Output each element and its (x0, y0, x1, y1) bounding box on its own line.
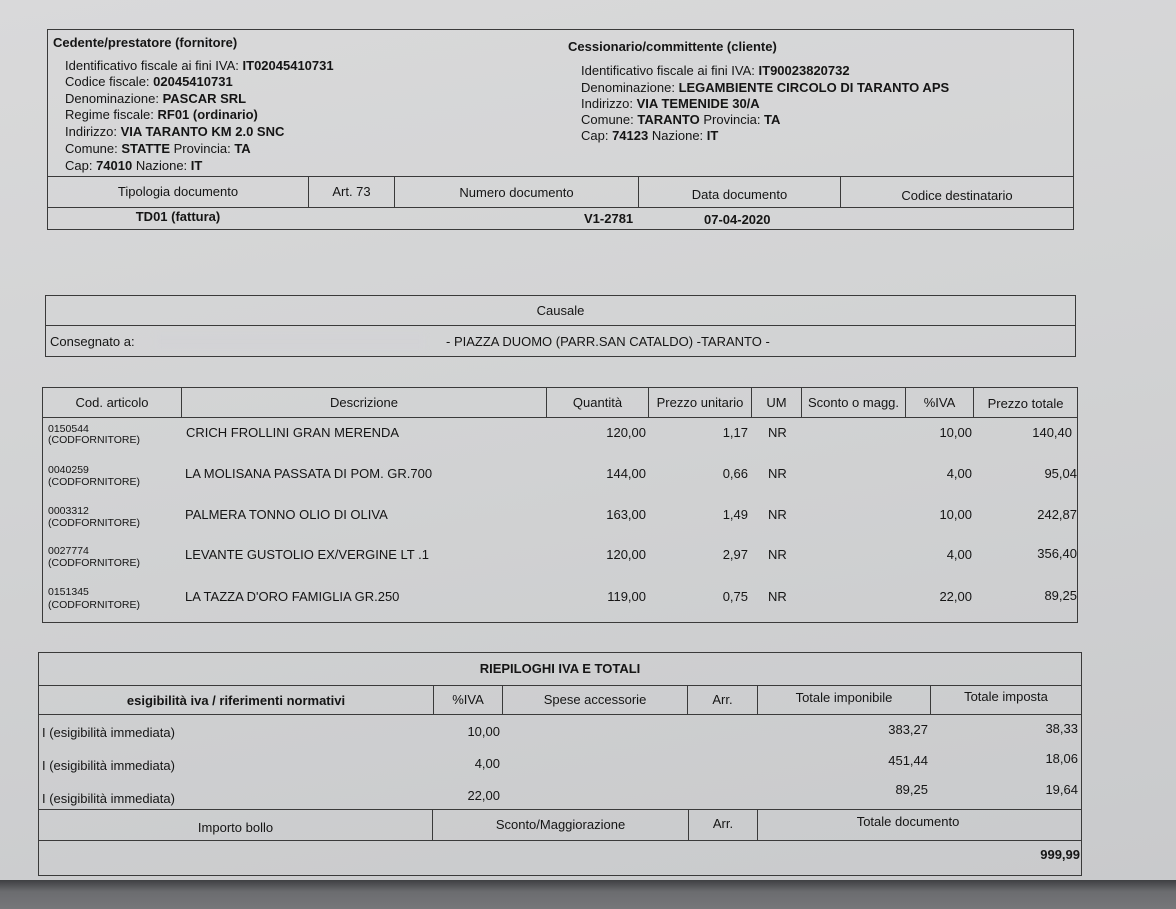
table-row (0, 424, 1176, 464)
causale-text: - PIAZZA DUOMO (PARR.SAN CATALDO) -TARANTO - (446, 334, 770, 349)
cedente-line: Comune: STATTE Provincia: TA (65, 141, 251, 156)
causale-label: Consegnato a: (50, 334, 135, 349)
item-um: NR (768, 589, 787, 604)
cedente-line: Denominazione: PASCAR SRL (65, 91, 247, 106)
item-quantity: 120,00 (606, 425, 646, 440)
riepilogo-imposta: 38,33 (1045, 721, 1078, 736)
item-quantity: 119,00 (607, 589, 646, 604)
item-total: 140,40 (1032, 425, 1072, 440)
riepilogo-row (0, 751, 1176, 776)
riepilogo-esig: I (esigibilità immediata) (42, 758, 175, 773)
item-iva: 4,00 (946, 466, 972, 481)
tipologia-header: Tipologia documento (117, 184, 239, 199)
table-row (0, 465, 1176, 505)
riepilogo-imposta: 18,06 (1045, 751, 1078, 766)
item-um: NR (768, 507, 787, 522)
item-iva: 4,00 (946, 547, 972, 562)
cessionario-line: Comune: TARANTO Provincia: TA (581, 112, 781, 127)
item-code: 0151345 (48, 586, 89, 598)
item-code-sub: (CODFORNITORE) (48, 476, 140, 488)
item-code-sub: (CODFORNITORE) (48, 557, 140, 569)
item-unit-price: 2,97 (722, 547, 748, 562)
totale-documento-label: Totale documento (856, 814, 960, 829)
item-um: NR (768, 466, 787, 481)
riepilogo-imponibile: 451,44 (888, 753, 928, 768)
item-code: 0027774 (48, 545, 89, 557)
sconto-label: Sconto/Maggiorazione (495, 817, 626, 832)
item-quantity: 163,00 (606, 507, 646, 522)
cedente-line: Indirizzo: VIA TARANTO KM 2.0 SNC (65, 124, 285, 139)
item-code: 0150544 (48, 423, 89, 435)
item-code-sub: (CODFORNITORE) (48, 517, 140, 529)
col-iva-header: %IVA (923, 395, 956, 410)
riepilogo-iva: 22,00 (467, 788, 500, 803)
riepilogo-esig-header: esigibilità iva / riferimenti normativi (126, 693, 346, 708)
numero-value: V1-2781 (584, 211, 634, 226)
item-description: PALMERA TONNO OLIO DI OLIVA (185, 507, 388, 522)
cessionario-heading: Cessionario/committente (cliente) (568, 39, 777, 54)
cedente-line: Cap: 74010 Nazione: IT (65, 158, 203, 173)
item-description: CRICH FROLLINI GRAN MERENDA (186, 425, 400, 440)
cessionario-line: Indirizzo: VIA TEMENIDE 30/A (581, 96, 760, 111)
bollo-label: Importo bollo (197, 820, 274, 835)
riepilogo-iva: 4,00 (474, 756, 500, 771)
item-total: 95,04 (1044, 466, 1077, 481)
item-iva: 22,00 (939, 589, 972, 604)
col-um-header: UM (766, 395, 787, 410)
col-price-header: Prezzo unitario (656, 395, 744, 410)
riepilogo-iva-header: %IVA (452, 692, 484, 707)
item-code-sub: (CODFORNITORE) (48, 434, 140, 446)
item-unit-price: 0,75 (722, 589, 748, 604)
col-sconto-header: Sconto o magg. (807, 395, 900, 410)
item-total: 89,25 (1044, 588, 1077, 603)
riepilogo-arr-header: Arr. (712, 692, 733, 707)
riepilogo-esig: I (esigibilità immediata) (42, 791, 175, 806)
col-desc-header: Descrizione (330, 395, 398, 410)
cedente-line: Identificativo fiscale ai fini IVA: IT02045410731 (65, 58, 334, 73)
causale-heading: Causale (536, 303, 585, 318)
table-row (0, 506, 1176, 546)
data-header: Data documento (691, 187, 788, 202)
riepilogo-imponibile-header: Totale imponibile (795, 690, 893, 705)
table-row (0, 587, 1176, 621)
riepilogo-spese-header: Spese accessorie (543, 692, 647, 707)
item-um: NR (768, 547, 787, 562)
tipologia-value: TD01 (fattura) (135, 209, 221, 224)
riepilogo-esig: I (esigibilità immediata) (42, 725, 175, 740)
item-code-sub: (CODFORNITORE) (48, 599, 140, 611)
data-value: 07-04-2020 (704, 212, 771, 227)
riepilogo-imposta-header: Totale imposta (964, 689, 1048, 704)
arr-label: Arr. (712, 816, 734, 831)
table-row (0, 546, 1176, 586)
riepilogo-iva: 10,00 (467, 724, 500, 739)
riepilogo-imposta: 19,64 (1045, 782, 1078, 797)
cedente-line: Regime fiscale: RF01 (ordinario) (65, 107, 258, 122)
item-um: NR (768, 425, 787, 440)
cedente-line: Codice fiscale: 02045410731 (65, 74, 233, 89)
item-iva: 10,00 (939, 507, 972, 522)
item-quantity: 144,00 (606, 466, 646, 481)
item-description: LA MOLISANA PASSATA DI POM. GR.700 (185, 466, 433, 481)
redacted-recipient (155, 333, 425, 350)
numero-header: Numero documento (459, 185, 574, 200)
item-unit-price: 1,49 (722, 507, 748, 522)
codice-header: Codice destinatario (901, 188, 1013, 203)
art-header: Art. 73 (332, 184, 371, 199)
cessionario-line: Identificativo fiscale ai fini IVA: IT90023820732 (581, 63, 850, 78)
riepilogo-row (0, 721, 1176, 744)
item-total: 242,87 (1037, 507, 1077, 522)
riepilogo-row (0, 782, 1176, 808)
riepilogo-imponibile: 89,25 (895, 782, 928, 797)
col-qty-header: Quantità (572, 395, 623, 410)
item-code: 0003312 (48, 505, 89, 517)
item-unit-price: 0,66 (722, 466, 748, 481)
item-total: 356,40 (1037, 546, 1077, 561)
riepilogo-imponibile: 383,27 (888, 722, 928, 737)
item-quantity: 120,00 (606, 547, 646, 562)
cessionario-line: Cap: 74123 Nazione: IT (581, 128, 719, 143)
cedente-heading: Cedente/prestatore (fornitore) (53, 35, 238, 50)
item-unit-price: 1,17 (722, 425, 748, 440)
background-edge (0, 880, 1176, 909)
item-description: LEVANTE GUSTOLIO EX/VERGINE LT .1 (185, 547, 429, 562)
col-total-header: Prezzo totale (987, 396, 1064, 411)
item-code: 0040259 (48, 464, 89, 476)
cessionario-line: Denominazione: LEGAMBIENTE CIRCOLO DI TARANTO APS (581, 80, 950, 95)
item-description: LA TAZZA D'ORO FAMIGLIA GR.250 (185, 589, 400, 604)
totale-documento-value: 999,99 (1040, 847, 1080, 862)
riepilogo-title: RIEPILOGHI IVA E TOTALI (479, 661, 641, 676)
col-cod-header: Cod. articolo (75, 395, 149, 410)
item-iva: 10,00 (939, 425, 972, 440)
